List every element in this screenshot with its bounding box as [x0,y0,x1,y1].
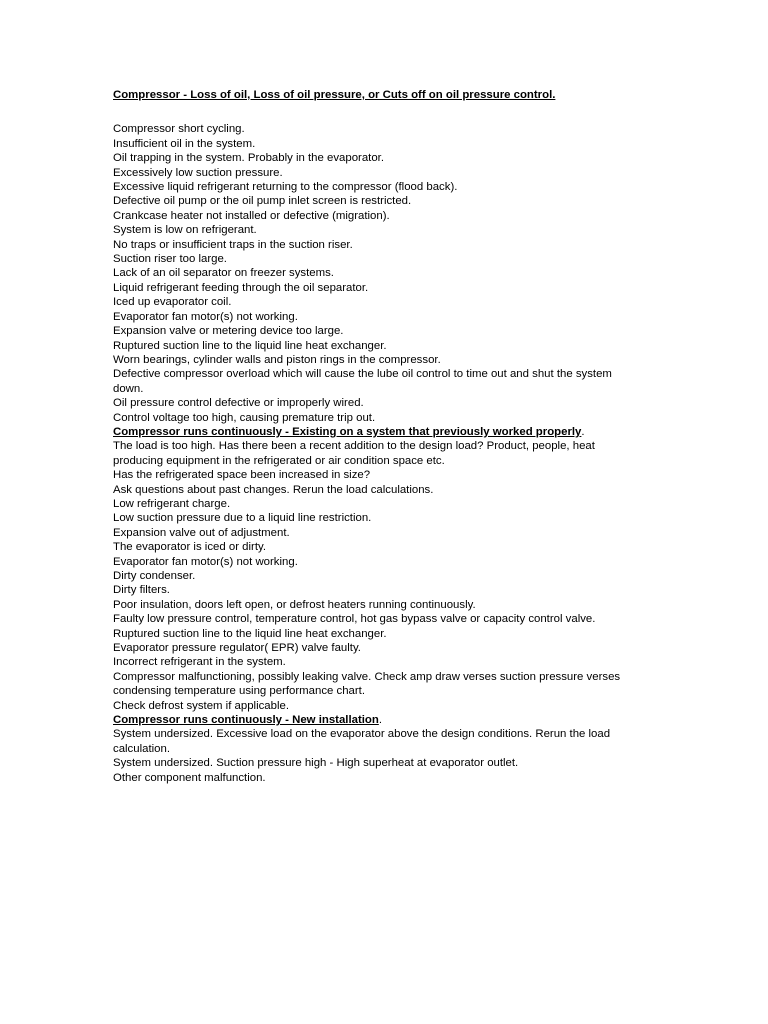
list-item: System is low on refrigerant. [113,224,257,237]
list-item: Suction riser too large. [113,253,227,266]
section-oil-loss [113,88,633,425]
list-item: Compressor malfunctioning, possibly leaking valve. Check amp draw verses suction pressure verses condensing temperature using performance chart. [113,670,621,698]
list-item: Ask questions about past changes. Rerun the load calculations. [113,483,434,496]
list-item: Oil trapping in the system. Probably in the evaporator. [113,152,384,165]
list-item: System undersized. Excessive load on the evaporator above the design conditions. Rerun the load calculation. [113,728,611,755]
section-heading-line [113,713,633,727]
list-item: Faulty low pressure control, temperature control, hot gas bypass valve or capacity control valve. [113,613,596,626]
list-item: Compressor short cycling. [113,123,245,136]
section-heading-line [113,88,633,102]
list-item: Expansion valve or metering device too large. [113,325,344,338]
list-item: Ruptured suction line to the liquid line heat exchanger. [113,627,387,640]
list-item: Ruptured suction line to the liquid line heat exchanger. [113,339,387,352]
section-heading: Compressor runs continuously - New installation [113,714,379,727]
list-item: The evaporator is iced or dirty. [113,541,266,554]
list-item: Evaporator fan motor(s) not working. [113,310,298,323]
section-runs-continuously-existing [113,425,633,713]
list-item: Oil pressure control defective or improperly wired. [113,397,364,410]
list-item: No traps or insufficient traps in the suction riser. [113,238,353,251]
list-item: Poor insulation, doors left open, or defrost heaters running continuously. [113,598,476,611]
list-item: Insufficient oil in the system. [113,137,256,150]
document-page [113,88,633,785]
cause-list [113,439,633,713]
section-heading: Compressor - Loss of oil, Loss of oil pressure, or Cuts off on oil pressure control. [113,89,556,101]
cause-list [113,122,633,425]
list-item: Low suction pressure due to a liquid line restriction. [113,512,372,525]
section-heading-line [113,425,633,439]
list-item: Excessively low suction pressure. [113,166,283,179]
list-item: Expansion valve out of adjustment. [113,526,290,539]
list-item: Crankcase heater not installed or defective (migration). [113,209,390,222]
cause-list [113,727,633,785]
list-item: Evaporator fan motor(s) not working. [113,555,298,568]
section-heading-trailing: . [581,425,585,438]
list-item: Incorrect refrigerant in the system. [113,656,286,669]
list-item: Evaporator pressure regulator( EPR) valve faulty. [113,642,361,655]
list-item: Low refrigerant charge. [113,497,231,510]
section-heading-trailing: . [378,714,382,727]
list-item: Dirty condenser. [113,570,196,582]
list-item: Lack of an oil separator on freezer systems. [113,267,334,280]
list-item: Has the refrigerated space been increased in size? [113,469,371,482]
list-item: Iced up evaporator coil. [113,296,232,309]
list-item: Dirty filters. [113,584,170,597]
list-item: System undersized. Suction pressure high - High superheat at evaporator outlet. [113,757,519,770]
list-item: Excessive liquid refrigerant returning to the compressor (flood back). [113,181,458,194]
list-item: Liquid refrigerant feeding through the oil separator. [113,281,369,294]
list-item: Worn bearings, cylinder walls and piston rings in the compressor. [113,353,441,366]
list-item: Defective oil pump or the oil pump inlet screen is restricted. [113,195,412,208]
list-item: The load is too high. Has there been a recent addition to the design load? Product, people, heat producing equipment in the refrigerated or air condition space etc. [113,440,595,467]
list-item: Other component malfunction. [113,771,266,784]
list-item: Check defrost system if applicable. [113,699,289,712]
list-item: Defective compressor overload which will cause the lube oil control to time out and shut the system down. [113,368,612,395]
list-item: Control voltage too high, causing premature trip out. [113,411,376,424]
section-heading: Compressor runs continuously - Existing on a system that previously worked properly [113,425,582,438]
section-runs-continuously-new [113,713,633,785]
